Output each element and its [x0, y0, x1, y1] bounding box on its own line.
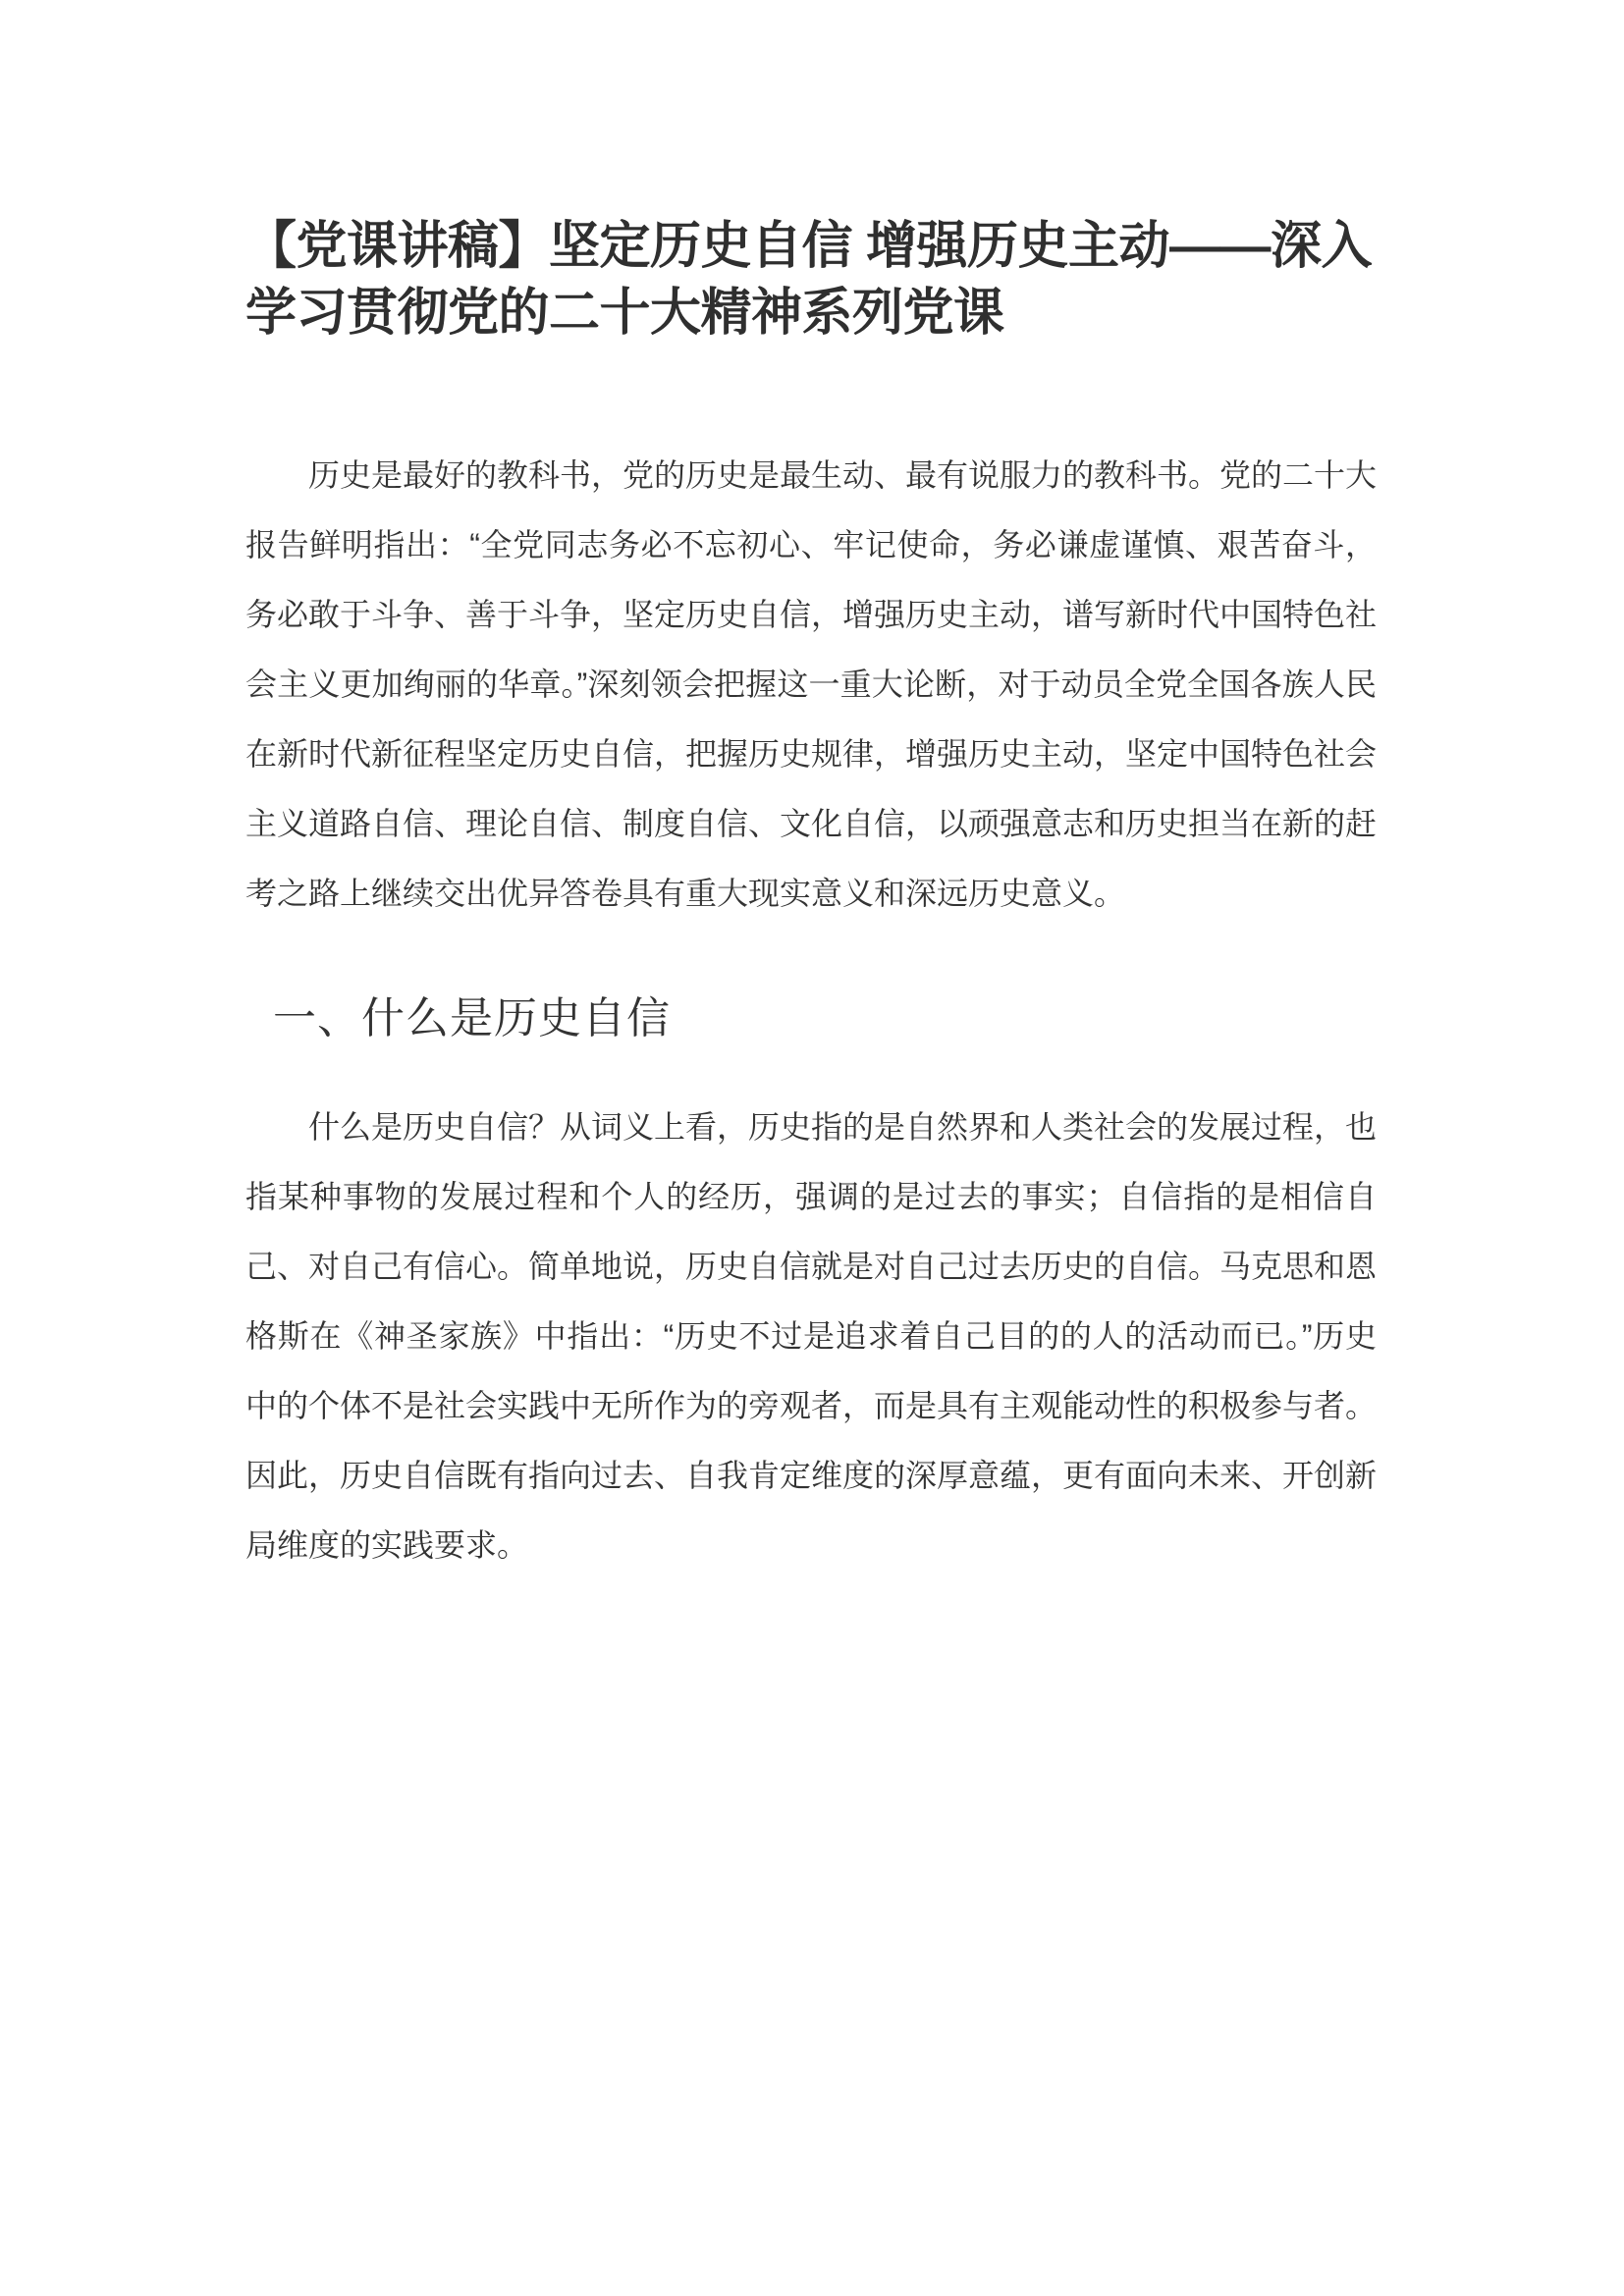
section-heading-one: 一、什么是历史自信: [273, 994, 671, 1043]
section-one-paragraph: 什么是历史自信？从词义上看，历史指的是自然界和人类社会的发展过程，也指某种事物的发展过程和个人的经历，强调的是过去的事实；自信指的是相信自己、对自己有信心。简单地说，历史自信就是对自己过去历史的自信。马克思和恩格斯在《神圣家族》中指出：“历史不过是追求着自己目的的人的活动而已。”历史中的个体不是社会实践中无所作为的旁观者，而是具有主观能动性的积极参与者。因此，历史自信既有指向过去、自我肯定维度的深厚意蕴，更有面向未来、开创新局维度的实践要求。: [245, 1108, 1378, 1563]
intro-paragraph: 历史是最好的教科书，党的历史是最生动、最有说服力的教科书。党的二十大报告鲜明指出：“全党同志务必不忘初心、牢记使命，务必谦虚谨慎、艰苦奋斗，务必敢于斗争、善于斗争，坚定历史自信，增强历史主动，谱写新时代中国特色社会主义更加绚丽的华章。”深刻领会把握这一重大论断，对于动员全党全国各族人民在新时代新征程坚定历史自信，把握历史规律，增强历史主动，坚定中国特色社会主义道路自信、理论自信、制度自信、文化自信，以顽强意志和历史担当在新的赶考之路上继续交出优异答卷具有重大现实意义和深远历史意义。: [245, 457, 1378, 912]
document-content-column: [245, 0, 1377, 1580]
document-title: 【党课讲稿】坚定历史自信 增强历史主动——深入学习贯彻党的二十大精神系列党课: [245, 218, 1372, 342]
